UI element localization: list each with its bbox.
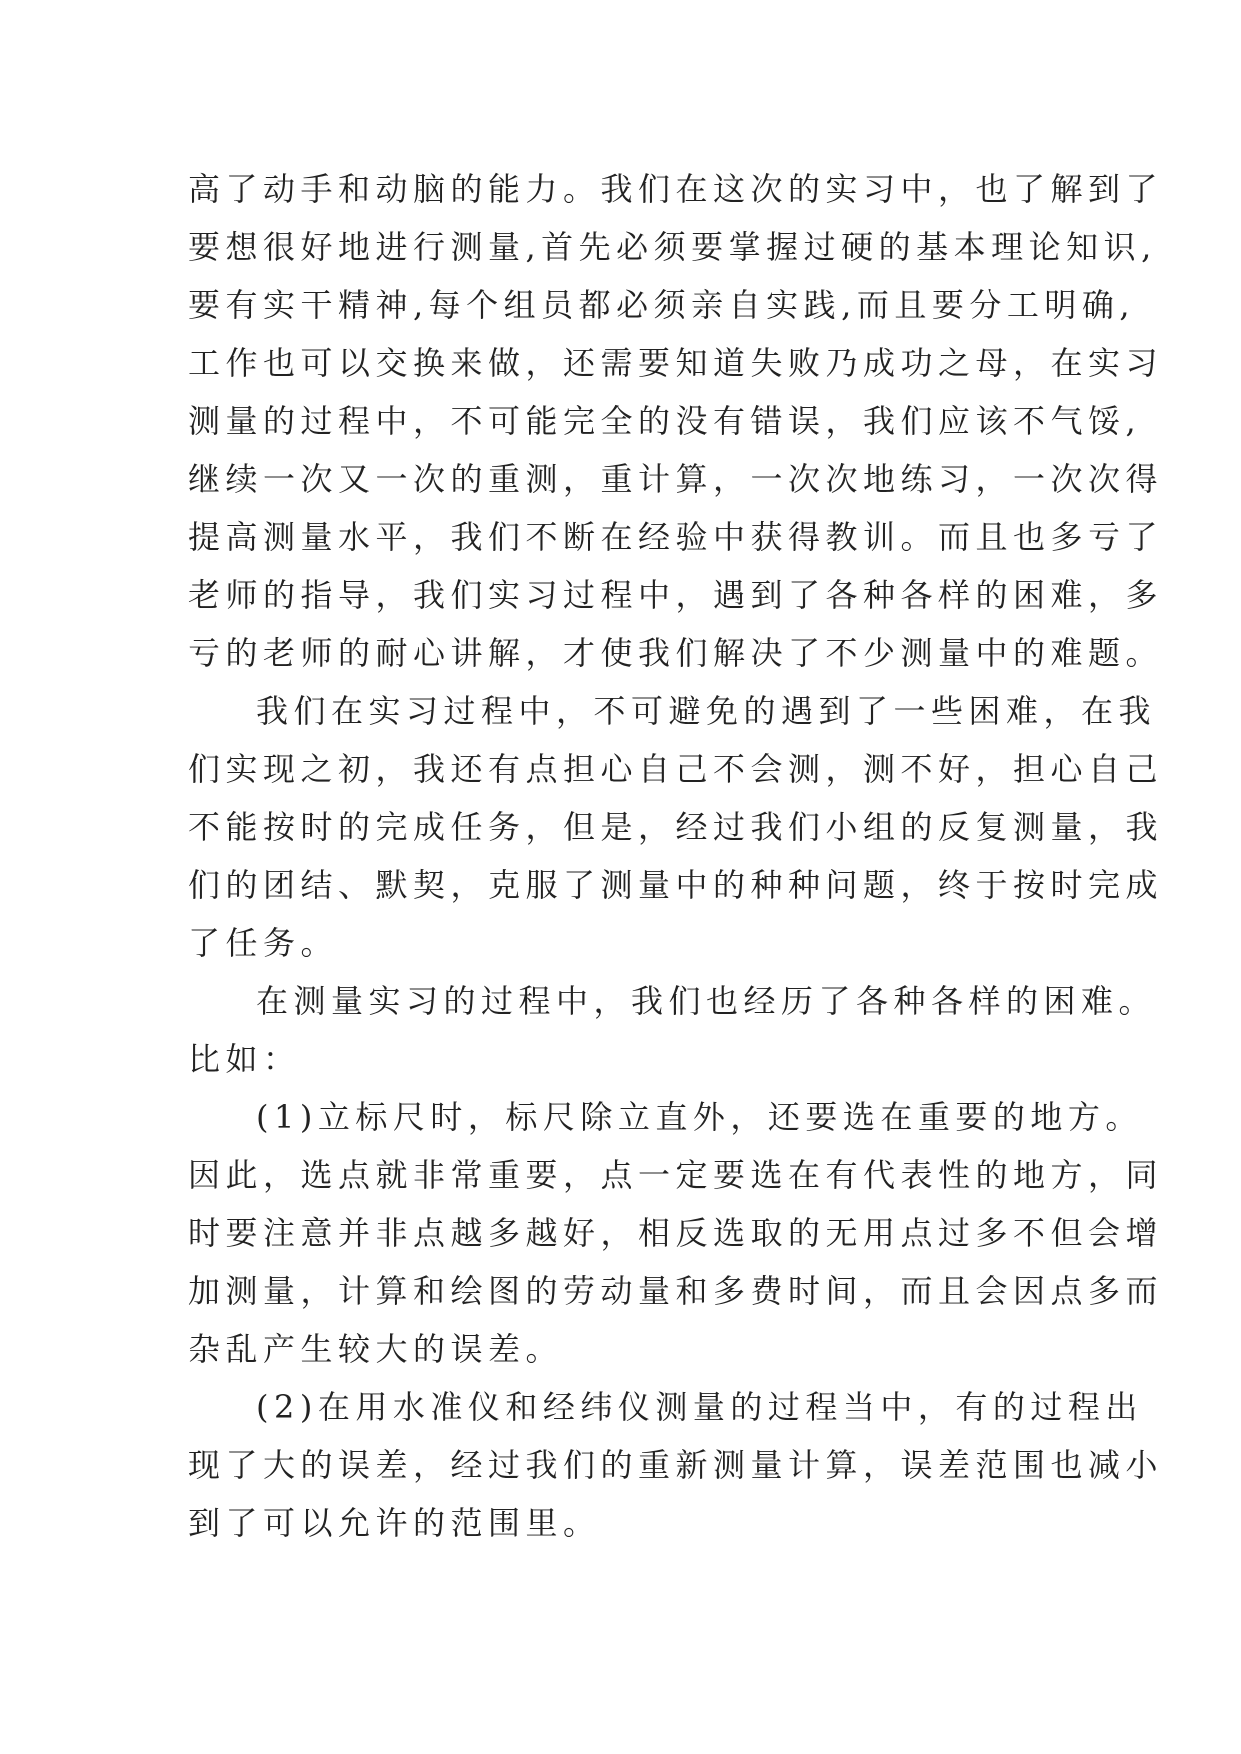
text-line: 时要注意并非点越多越好，相反选取的无用点过多不但会增 [188,1214,1164,1252]
text-line: 测量的过程中，不可能完全的没有错误，我们应该不气馁, [188,402,1142,440]
text-line: 比如： [188,1040,301,1078]
text-line: 高了动手和动脑的能力。我们在这次的实习中，也了解到了 [188,170,1164,208]
text-line: 要有实干精神,每个组员都必须亲自实践,而且要分工明确, [188,286,1136,324]
list-item-2-first-line: (2)在用水准仪和经纬仪测量的过程当中，有的过程出 [256,1388,1143,1426]
text-line: 亏的老师的耐心讲解，才使我们解决了不少测量中的难题。 [188,634,1164,672]
body-text [188,160,1164,1552]
paragraph-first-line: 在测量实习的过程中，我们也经历了各种各样的困难。 [256,982,1157,1020]
text-line: 加测量，计算和绘图的劳动量和多费时间，而且会因点多而 [188,1272,1164,1310]
text-line: 不能按时的完成任务，但是，经过我们小组的反复测量，我 [188,808,1164,846]
text-line: 们的团结、默契，克服了测量中的种种问题，终于按时完成 [188,866,1164,904]
text-line: 老师的指导，我们实习过程中，遇到了各种各样的困难，多 [188,576,1164,614]
text-line: 现了大的误差，经过我们的重新测量计算，误差范围也减小 [188,1446,1164,1484]
text-line: 们实现之初，我还有点担心自己不会测，测不好，担心自己 [188,750,1164,788]
text-line: 提高测量水平，我们不断在经验中获得教训。而且也多亏了 [188,518,1164,556]
text-line: 到了可以允许的范围里。 [188,1504,601,1542]
text-line: 要想很好地进行测量,首先必须要掌握过硬的基本理论知识, [188,228,1157,266]
text-line: 工作也可以交换来做，还需要知道失败乃成功之母，在实习 [188,344,1164,382]
paragraph-first-line: 我们在实习过程中，不可避免的遇到了一些困难，在我 [256,692,1157,730]
text-line: 因此，选点就非常重要，点一定要选在有代表性的地方，同 [188,1156,1164,1194]
text-line: 继续一次又一次的重测，重计算，一次次地练习，一次次得 [188,460,1164,498]
list-item-1-first-line: (1)立标尺时，标尺除立直外，还要选在重要的地方。 [256,1098,1143,1136]
text-line: 杂乱产生较大的误差。 [188,1330,564,1368]
text-line: 了任务。 [188,924,339,962]
